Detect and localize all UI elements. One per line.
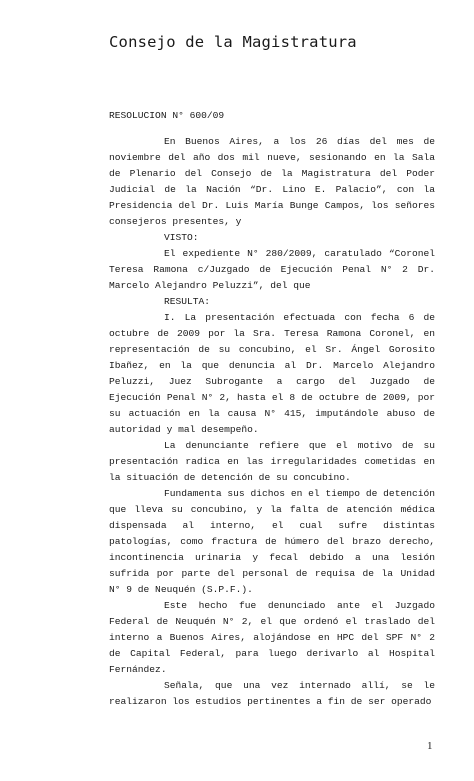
visto-heading: VISTO: <box>164 232 199 243</box>
page-number: 1 <box>427 740 433 752</box>
resulta-paragraph-4: Este hecho fue denunciado ante el Juzgado Federal de Neuquén N° 2, el que ordenó el traslado del interno a Buenos Aires, alojándose en HPC del SPF N° 2 de Capital Federal, para luego derivarlo al Hospital Fernández. <box>109 600 435 675</box>
resulta-paragraph-3: Fundamenta sus dichos en el tiempo de detención que lleva su concubino, y la falta de atención médica dispensada al interno, el cual sufre distintas patologías, como fractura de húmero del brazo derecho, incontinencia urinaria y fecal debido a una lesión sufrida por parte del personal de requisa de la Unidad N° 9 de Neuquén (S.P.F.). <box>109 488 435 595</box>
document-body <box>109 134 435 710</box>
resulta-paragraph-1: I. La presentación efectuada con fecha 6 de octubre de 2009 por la Sra. Teresa Ramona Coronel, en representación de su concubino, el Sr. Ángel Gorosito Ibañez, en la que denuncia al Dr. Marcelo Alejandro Peluzzi, Juez Subrogante a cargo del Juzgado de Ejecución Penal N° 2, hasta el 8 de octubre de 2009, por su actuación en la causa N° 415, imputándole abuso de autoridad y mal desempeño. <box>109 312 435 435</box>
intro-paragraph: En Buenos Aires, a los 26 días del mes de noviembre del año dos mil nueve, sesionando en la Sala de Plenario del Consejo de la Magistratura del Poder Judicial de la Nación “Dr. Lino E. Palacio”, con la Presidencia del Dr. Luis María Bunge Campos, los señores consejeros presentes, y <box>109 136 435 227</box>
page-header: Consejo de la Magistratura <box>109 33 357 51</box>
resulta-heading: RESULTA: <box>164 296 211 307</box>
visto-paragraph: El expediente N° 280/2009, caratulado “Coronel Teresa Ramona c/Juzgado de Ejecución Penal N° 2 Dr. Marcelo Alejandro Peluzzi”, del que <box>109 248 435 291</box>
resulta-paragraph-5: Señala, que una vez internado allí, se le realizaron los estudios pertinentes a fin de ser operado <box>109 680 435 707</box>
resolution-number: RESOLUCION N° 600/09 <box>109 110 225 121</box>
resulta-paragraph-2: La denunciante refiere que el motivo de su presentación radica en las irregularidades cometidas en la situación de detención de su concubino. <box>109 440 435 483</box>
